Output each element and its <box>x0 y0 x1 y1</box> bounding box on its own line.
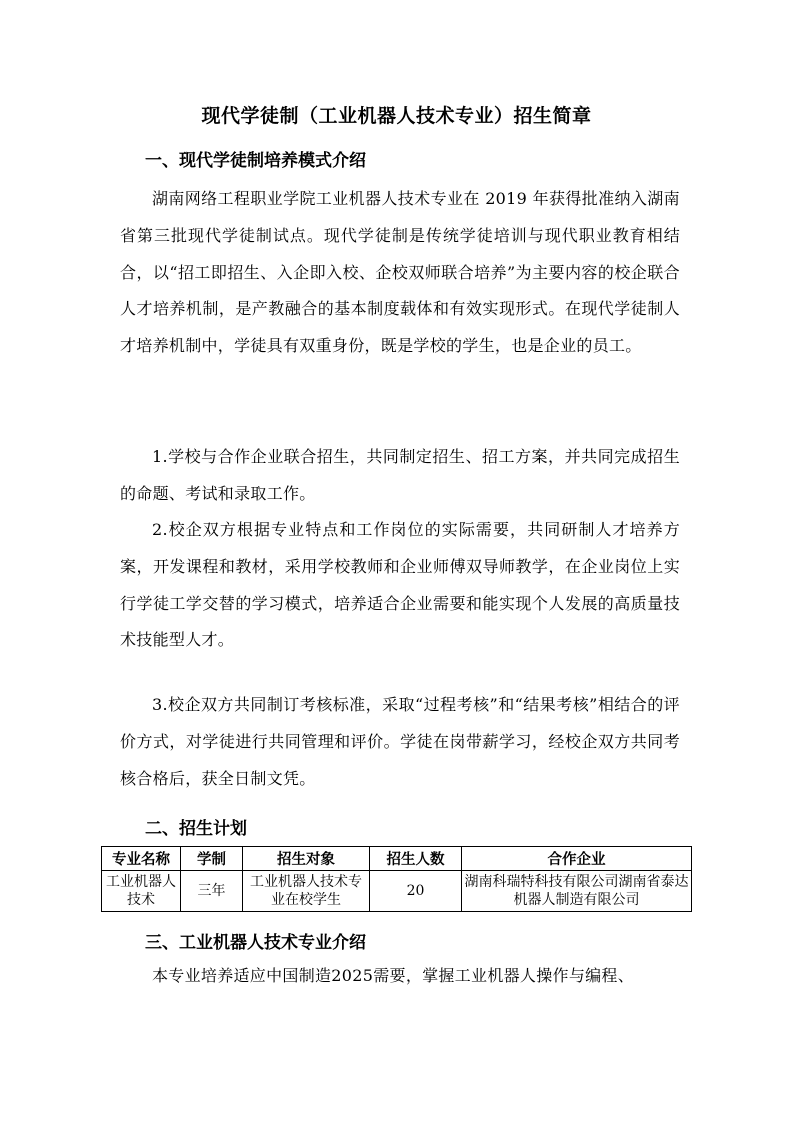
enrollment-plan-table <box>101 846 692 912</box>
section-heading-enrollment-plan: 二、招生计划 <box>145 819 247 839</box>
table-cell-major: 工业机器人技术 <box>102 871 181 912</box>
section-heading-training-model: 一、现代学徒制培养模式介绍 <box>145 151 366 171</box>
section-heading-major-intro: 三、工业机器人技术专业介绍 <box>145 933 366 953</box>
table-header-partner: 合作企业 <box>462 847 692 871</box>
table-cell-target: 工业机器人技术专业在校学生 <box>243 871 370 912</box>
table-cell-quota: 20 <box>370 871 462 912</box>
table-header-duration: 学制 <box>181 847 243 871</box>
paragraph-point-1: 1.学校与合作企业联合招生，共同制定招生、招工方案，并共同完成招生的命题、考试和录取工作。 <box>120 447 680 503</box>
table-header-row <box>102 847 692 871</box>
paragraph-point-2: 2.校企双方根据专业特点和工作岗位的实际需要，共同研制人才培养方案，开发课程和教材，采用学校教师和企业师傅双导师教学，在企业岗位上实行学徒工学交替的学习模式，培养适合企业需要和能实现个人发展的高质量技术技能型人才。 <box>120 520 680 650</box>
table-cell-duration: 三年 <box>181 871 243 912</box>
document-title: 现代学徒制（工业机器人技术专业）招生简章 <box>201 105 592 127</box>
paragraph-point-3: 3.校企双方共同制订考核标准，采取“过程考核”和“结果考核”相结合的评价方式，对学徒进行共同管理和评价。学徒在岗带薪学习，经校企双方共同考核合格后，获全日制文凭。 <box>120 695 680 788</box>
paragraph-intro: 湖南网络工程职业学院工业机器人技术专业在 2019 年获得批准纳入湖南省第三批现代学徒制试点。现代学徒制是传统学徒培训与现代职业教育相结合，以“招工即招生、入企即入校、企校双师联合培养”为主要内容的校企联合人才培养机制，是产教融合的基本制度载体和有效实现形式。在现代学徒制人才培养机制中，学徒具有双重身份，既是学校的学生，也是企业的员工。 <box>120 189 680 356</box>
table-header-target: 招生对象 <box>243 847 370 871</box>
table-header-major: 专业名称 <box>102 847 181 871</box>
paragraph-major-intro: 本专业培养适应中国制造2025需要，掌握工业机器人操作与编程、 <box>152 966 635 985</box>
table-row <box>102 871 692 912</box>
table-cell-partner: 湖南科瑞特科技有限公司湖南省泰达机器人制造有限公司 <box>462 871 692 912</box>
table-header-quota: 招生人数 <box>370 847 462 871</box>
